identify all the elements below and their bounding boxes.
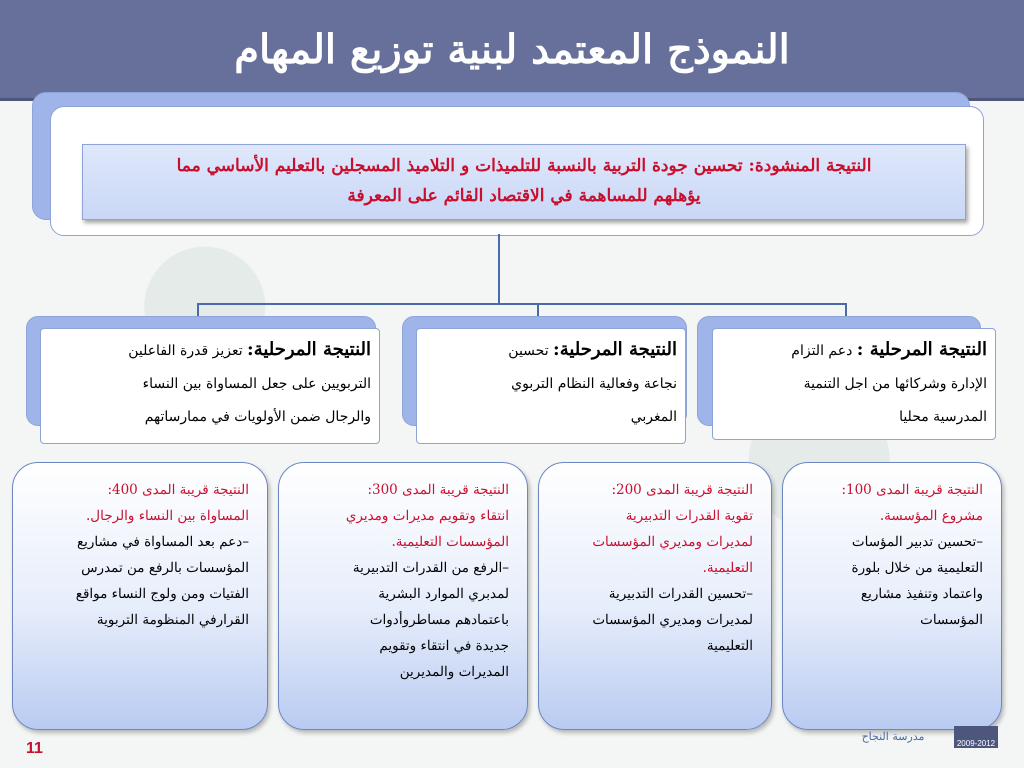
goal-box — [82, 144, 966, 220]
short-term-box-300 — [278, 462, 528, 730]
short-term-red-line: التعليمية. — [702, 560, 753, 576]
title-bar — [0, 0, 1024, 101]
intermediate-box-3 — [40, 328, 380, 444]
intermediate-label: النتيجة المرحلية: — [553, 339, 677, 360]
intermediate-box-1 — [712, 328, 996, 440]
short-term-line: باعتمادهم مساطروأدوات — [369, 612, 509, 628]
short-term-line: –تحسين تدبير المؤسات — [851, 534, 983, 550]
logo-text: مدرسة النجاح — [861, 730, 925, 743]
intermediate-line: والرجال ضمن الأولويات في ممارساتهم — [144, 409, 371, 425]
intermediate-line: المدرسية محليا — [899, 409, 987, 425]
short-term-line: التعليمية — [706, 638, 753, 654]
short-term-line: –دعم بعد المساواة في مشاريع — [76, 534, 249, 550]
short-term-box-200 — [538, 462, 772, 730]
short-term-red-line: تقوية القدرات التدبيرية — [625, 508, 753, 524]
connector-horizontal — [197, 303, 847, 305]
intermediate-label: النتيجة المرحلية: — [247, 339, 371, 360]
logo-badge — [954, 726, 998, 748]
connector-vertical-main — [498, 234, 500, 304]
short-term-red-line: النتيجة قريبة المدى 400: — [107, 482, 249, 498]
school-logo — [838, 722, 998, 752]
intermediate-line: الإدارة وشركائها من اجل التنمية — [803, 376, 987, 392]
short-term-line: المؤسسات بالرفع من تمدرس — [81, 560, 249, 576]
short-term-red-line: لمديرات ومديري المؤسسات — [592, 534, 753, 550]
short-term-line: جديدة في انتقاء وتقويم — [379, 638, 509, 654]
short-term-line: المؤسسات — [920, 612, 983, 628]
short-term-red-line: النتيجة قريبة المدى 100: — [841, 482, 983, 498]
intermediate-line: نجاعة وفعالية النظام التربوي — [511, 376, 677, 392]
page-number: 11 — [26, 740, 43, 757]
short-term-box-400 — [12, 462, 268, 730]
short-term-line: لمدبري الموارد البشرية — [378, 586, 509, 602]
short-term-line: واعتماد وتنفيذ مشاريع — [860, 586, 983, 602]
logo-years: 2009-2012 — [956, 739, 996, 748]
short-term-line: الفتيات ومن ولوج النساء مواقع — [75, 586, 249, 602]
page-title: النموذج المعتمد لبنية توزيع المهام — [234, 25, 790, 73]
intermediate-line: النتيجة المرحلية : دعم التزام — [791, 339, 987, 360]
short-term-red-line: انتقاء وتقويم مديرات ومديري — [345, 508, 509, 524]
short-term-red-line: المؤسسات التعليمية. — [391, 534, 509, 550]
intermediate-box-2 — [416, 328, 686, 444]
goal-line-2: يؤهلهم للمساهمة في الاقتصاد القائم على المعرفة — [347, 186, 701, 206]
intermediate-line: النتيجة المرحلية: تحسين — [508, 339, 677, 360]
short-term-line: –تحسين القدرات التدبيرية — [608, 586, 753, 602]
short-term-red-line: النتيجة قريبة المدى 200: — [611, 482, 753, 498]
goal-line-1: النتيجة المنشودة: تحسين جودة التربية بالنسبة للتلميذات و التلاميذ المسجلين بالتعليم الأساسي مما — [176, 156, 872, 176]
short-term-line: المديرات والمديرين — [399, 664, 509, 680]
short-term-line: القرارفي المنظومة التربوية — [96, 612, 249, 628]
short-term-line: –الرفع من القدرات التدبيرية — [352, 560, 509, 576]
short-term-box-100 — [782, 462, 1002, 730]
short-term-red-line: النتيجة قريبة المدى 300: — [367, 482, 509, 498]
short-term-red-line: المساواة بين النساء والرجال. — [86, 508, 249, 524]
intermediate-line: النتيجة المرحلية: تعزيز قدرة الفاعلين — [128, 339, 371, 360]
short-term-red-line: مشروع المؤسسة. — [879, 508, 983, 524]
short-term-line: لمديرات ومديري المؤسسات — [592, 612, 753, 628]
short-term-line: التعليمية من خلال بلورة — [851, 560, 983, 576]
intermediate-line: التربويين على جعل المساواة بين النساء — [142, 376, 371, 392]
intermediate-label: النتيجة المرحلية : — [856, 339, 987, 360]
intermediate-line: المغربي — [630, 409, 677, 425]
